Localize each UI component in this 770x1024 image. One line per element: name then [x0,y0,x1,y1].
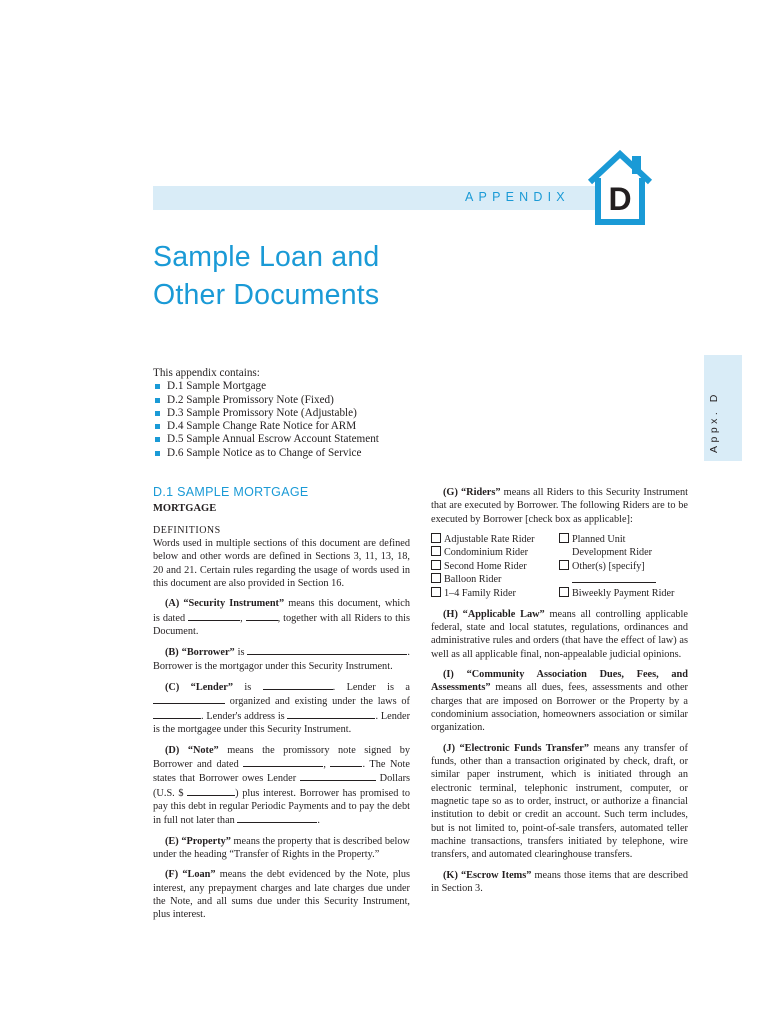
def-c-text: . Lender is a [332,682,410,694]
contents-item: D.6 Sample Notice as to Change of Service [153,447,379,460]
def-h-text: means all controlling applicable federal, state and local statutes, regulations, ordinances and administrative rules and orders (that have the effect of law) as well as all applicable final, non-appealable judicial opinions. [431,608,688,660]
side-tab-label: Appx. D [708,391,720,453]
checkbox[interactable] [431,573,441,583]
term-k: (K) “Escrow Items” [443,869,532,881]
checkbox[interactable] [559,560,569,570]
contents-lead: This appendix contains: [153,367,260,379]
blank-field [153,694,225,704]
contents-item: D.1 Sample Mortgage [153,380,379,393]
term-a: (A) “Security Instrument” [165,598,285,610]
blank-field [246,611,278,621]
rider-checkbox-balloon[interactable]: Balloon Rider [431,573,559,587]
checkbox[interactable] [431,587,441,597]
rider-label-planned-2: Development Rider [572,547,653,559]
blank-field [188,611,240,621]
left-column [153,486,410,929]
def-a-text: , together with all Riders to this Document. [153,612,410,638]
definition-g [431,486,688,526]
section-title: D.1 SAMPLE MORTGAGE [153,485,309,499]
contents-item: D.4 Sample Change Rate Notice for ARM [153,420,379,433]
checkbox[interactable] [431,533,441,543]
side-tab [704,355,742,461]
definitions-heading: DEFINITIONS [153,524,221,536]
term-e: (E) “Property” [165,835,231,847]
def-i-text: means all dues, fees, assessments and other charges that are imposed on Borrower or the Property by a condominium association, homeowners association or similar organization. [431,682,688,734]
blank-field [300,771,376,781]
blank-field [237,813,317,823]
other-rider-field[interactable] [559,573,689,587]
definitions-body: Words used in multiple sections of this document are defined below and other words are defined in Sections 3, 11, 13, 18, 20 and 21. Certain rules regarding the usage of words used in this document are also provided in Section 16. [153,538,410,590]
checkbox[interactable] [431,560,441,570]
rider-checkbox-biweekly[interactable]: Biweekly Payment Rider [559,587,689,600]
def-c-text: is [233,682,263,694]
term-j: (J) “Electronic Funds Transfer” [443,742,590,754]
term-i: (I) “Community Association Dues, Fees, and Assessments” [431,668,688,694]
term-b: (B) “Borrower” [165,647,235,659]
definition-d [153,744,410,828]
def-c-text: . Lender is the mortgagee under this Security Instrument. [153,710,410,736]
term-g: (G) “Riders” [443,487,501,498]
appendix-label: APPENDIX [465,190,570,204]
term-d: (D) “Note” [165,744,219,756]
rider-checkbox-condo[interactable]: Condominium Rider [431,546,559,559]
rider-checkbox-planned[interactable]: Planned Unit [559,533,689,546]
appendix-contents [153,367,379,460]
house-icon [584,148,656,228]
def-k-text: means those items that are described in Section 3. [431,869,688,895]
definition-j [431,742,688,862]
blank-field [153,709,201,719]
appendix-letter: D [608,181,632,217]
def-b-text: is [234,647,248,659]
def-c-text: organized and existing under the laws of [225,696,410,708]
title-line-2: Other Documents [153,279,380,311]
def-d-text: . The Note states that Borrower owes Lender [153,758,410,785]
def-d-text: Dollars (U.S. $ [153,773,410,799]
right-column [431,486,688,902]
def-e-text: means the property that is described below under the heading “Transfer of Rights in the Property.” [153,835,410,860]
def-d-text: ) plus interest. Borrower has promised to pay this debt in regular Periodic Payments and to pay the debt in full not later than [153,787,410,827]
term-c: (C) “Lender” [165,682,234,694]
checkbox[interactable] [559,587,569,597]
def-d-text: means the promissory note signed by Borrower and dated [153,744,410,770]
blank-field [330,757,362,767]
page-title [153,238,379,314]
contents-item: D.3 Sample Promissory Note (Adjustable) [153,407,379,420]
title-line-1: Sample Loan and [153,241,380,273]
blank-field [263,680,333,690]
definition-c [153,680,410,736]
def-j-text: means any transfer of funds, other than a transaction originated by check, draft, or similar paper instrument, which is initiated through an electronic terminal, telephonic instrument, computer, or magnetic tape so as to order, instruct, or authorize a financial institution to debit or credit an account. Such term includes, but is not limited to, point-of-sale transfers, automated teller machine transactions, transfers initiated by telephone, wire transfers, and automated clearinghouse transfers. [431,742,688,861]
contents-item: D.5 Sample Annual Escrow Account Statement [153,433,379,446]
rider-checkbox-family[interactable]: 1–4 Family Rider [431,587,559,600]
riders-checklist [431,533,688,600]
definition-f [153,868,410,921]
term-h: (H) “Applicable Law” [443,608,545,620]
def-g-text: means all Riders to this Security Instrument that are executed by Borrower. The following Riders are to be executed by Borrower [check box as applicable]: [431,487,688,525]
def-b-text: . Borrower is the mortgagor under this Security Instrument. [153,647,410,672]
def-a-text: means this document, which is dated [153,598,410,624]
blank-field[interactable] [572,573,656,583]
def-d-text: , [323,758,331,770]
definition-b [153,645,410,673]
contents-item: D.2 Sample Promissory Note (Fixed) [153,394,379,407]
mortgage-heading: MORTGAGE [153,503,217,515]
definition-a [153,597,410,638]
contents-list [153,380,379,460]
definition-k [431,869,688,896]
def-c-text: . Lender's address is [201,710,288,722]
definition-h [431,608,688,661]
definition-i [431,668,688,735]
rider-checkbox-adjustable[interactable]: Adjustable Rate Rider [431,533,559,546]
def-a-text: , [240,612,246,624]
checkbox[interactable] [431,546,441,556]
def-d-text: . [317,815,320,827]
blank-field [187,786,235,796]
blank-field [247,645,407,655]
checkbox[interactable] [559,533,569,543]
term-f: (F) “Loan” [165,869,216,881]
definition-e [153,835,410,862]
rider-checkbox-other[interactable]: Other(s) [specify] [559,560,689,573]
blank-field [243,757,323,767]
blank-field [287,709,375,719]
def-f-text: means the debt evidenced by the Note, plus interest, any prepayment charges and late charges due under the Note, and all sums due under this Security Instrument, plus interest. [153,869,410,921]
rider-checkbox-second[interactable]: Second Home Rider [431,560,559,573]
